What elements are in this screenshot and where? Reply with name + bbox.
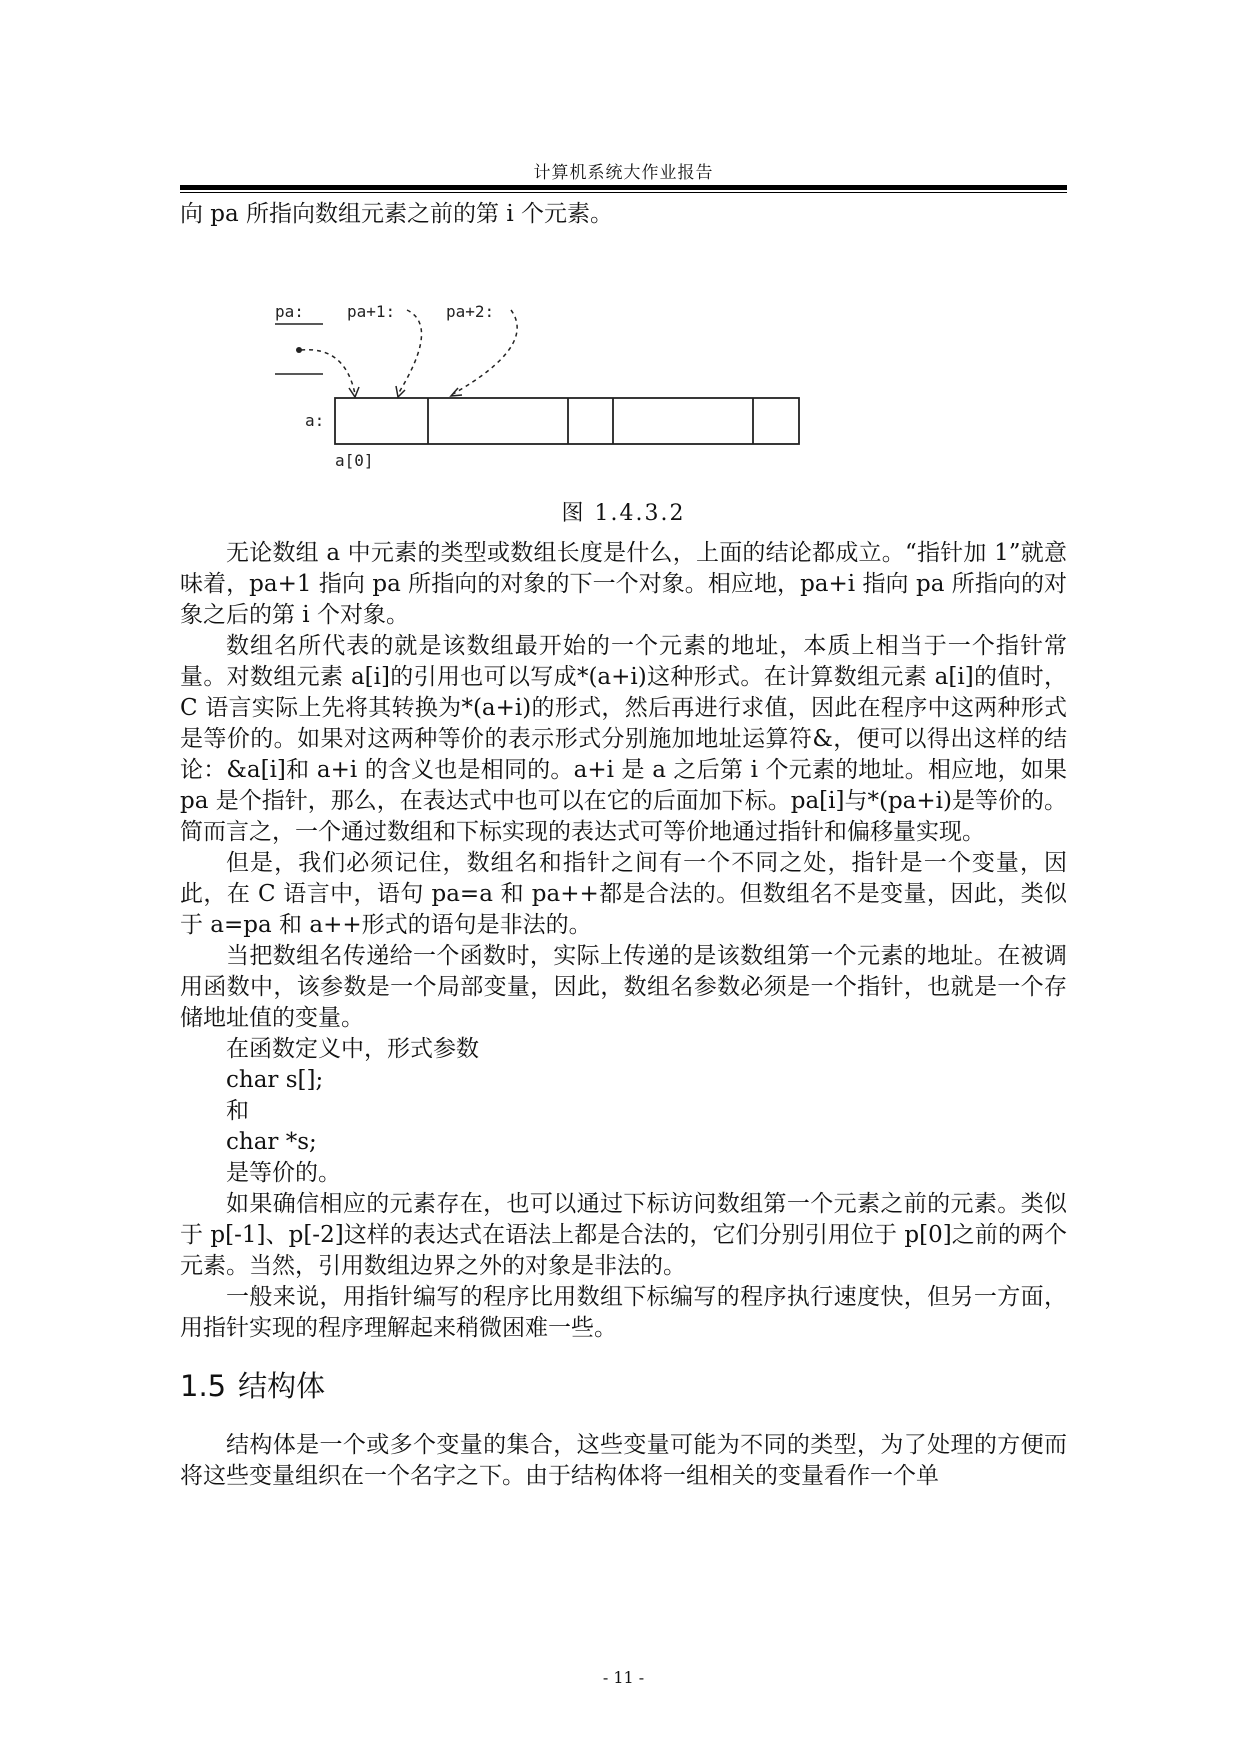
header-rule-thin <box>180 192 1067 193</box>
pa-plus-1-arrowhead <box>396 386 405 397</box>
label-pa-plus-1: pa+1: <box>347 302 396 321</box>
array-box <box>335 398 799 444</box>
figure-caption: 图 1.4.3.2 <box>561 501 686 526</box>
page-content <box>180 199 1067 1492</box>
paragraph-6: 一般来说，用指针编写的程序比用数组下标编写的程序执行速度快，但另一方面，用指针实现的程序理解起来稍微困难一些。 <box>180 1284 1067 1341</box>
section-number: 1.5 <box>180 1369 227 1403</box>
code-outro: 是等价的。 <box>226 1160 341 1186</box>
section-paragraph: 结构体是一个或多个变量的集合，这些变量可能为不同的类型，为了处理的方便而将这些变量组织在一个名字之下。由于结构体将一组相关的变量看作一个单 <box>180 1432 1067 1489</box>
section-heading <box>180 1366 1067 1406</box>
paragraph-5: 如果确信相应的元素存在，也可以通过下标访问数组第一个元素之前的元素。类似于 p[-1]、p[-2]这样的表达式在语法上都是合法的，它们分别引用位于 p[0]之前的两个元素。当然，引用数组边界之外的对象是非法的。 <box>180 1191 1067 1279</box>
label-pa: pa: <box>275 302 304 321</box>
page-header: 计算机系统大作业报告 <box>533 163 714 183</box>
page-number: - 11 - <box>602 1668 645 1687</box>
pa-plus-1-arrow <box>398 310 422 394</box>
label-pa-plus-2: pa+2: <box>446 302 495 321</box>
paragraph-2: 数组名所代表的就是该数组最开始的一个元素的地址，本质上相当于一个指针常量。对数组元素 a[i]的引用也可以写成*(a+i)这种形式。在计算数组元素 a[i]的值时，C 语言实际上先将其转换为*(a+i)的形式，然后再进行求值，因此在程序中这两种形式是等价的。如果对这两种等价的表示形式分别施加地址运算符&，便可以得出这样的结论：&a[i]和 a+i 的含义也是相同的。a+i 是 a 之后第 i 个元素的地址。相应地，如果 pa 是个指针，那么，在表达式中也可以在它的后面加下标。pa[i]与*(pa+i)是等价的。简而言之，一个通过数组和下标实现的表达式可等价地通过指针和偏移量实现。 <box>180 633 1067 845</box>
section-title-text: 结构体 <box>238 1369 326 1403</box>
pointer-array-figure <box>180 230 1067 498</box>
pa-arrow <box>301 350 355 394</box>
paragraph-4: 当把数组名传递给一个函数时，实际上传递的是该数组第一个元素的地址。在被调用函数中，该参数是一个局部变量，因此，数组名参数必须是一个指针，也就是一个存储地址值的变量。 <box>180 943 1067 1031</box>
code-line-1: char s[]; <box>226 1067 324 1093</box>
code-intro: 在函数定义中，形式参数 <box>226 1036 479 1062</box>
pa-plus-2-arrow <box>453 310 517 394</box>
label-a: a: <box>305 411 325 430</box>
paragraph-1: 无论数组 a 中元素的类型或数组长度是什么，上面的结论都成立。“指针加 1”就意味着，pa+1 指向 pa 所指向的对象的下一个对象。相应地，pa+i 指向 pa 所指向的对象之后的第 i 个对象。 <box>180 540 1067 628</box>
label-a0: a[0] <box>335 451 374 470</box>
code-line-2: char *s; <box>226 1129 317 1155</box>
pointer-diagram <box>275 296 815 470</box>
header-rule-thick <box>180 185 1067 190</box>
code-and: 和 <box>226 1098 249 1124</box>
paragraph-3: 但是，我们必须记住，数组名和指针之间有一个不同之处，指针是一个变量，因此，在 C 语言中，语句 pa=a 和 pa++都是合法的。但数组名不是变量，因此，类似于 a=pa 和 a++形式的语句是非法的。 <box>180 850 1067 938</box>
intro-line: 向 pa 所指向数组元素之前的第 i 个元素。 <box>180 201 614 227</box>
